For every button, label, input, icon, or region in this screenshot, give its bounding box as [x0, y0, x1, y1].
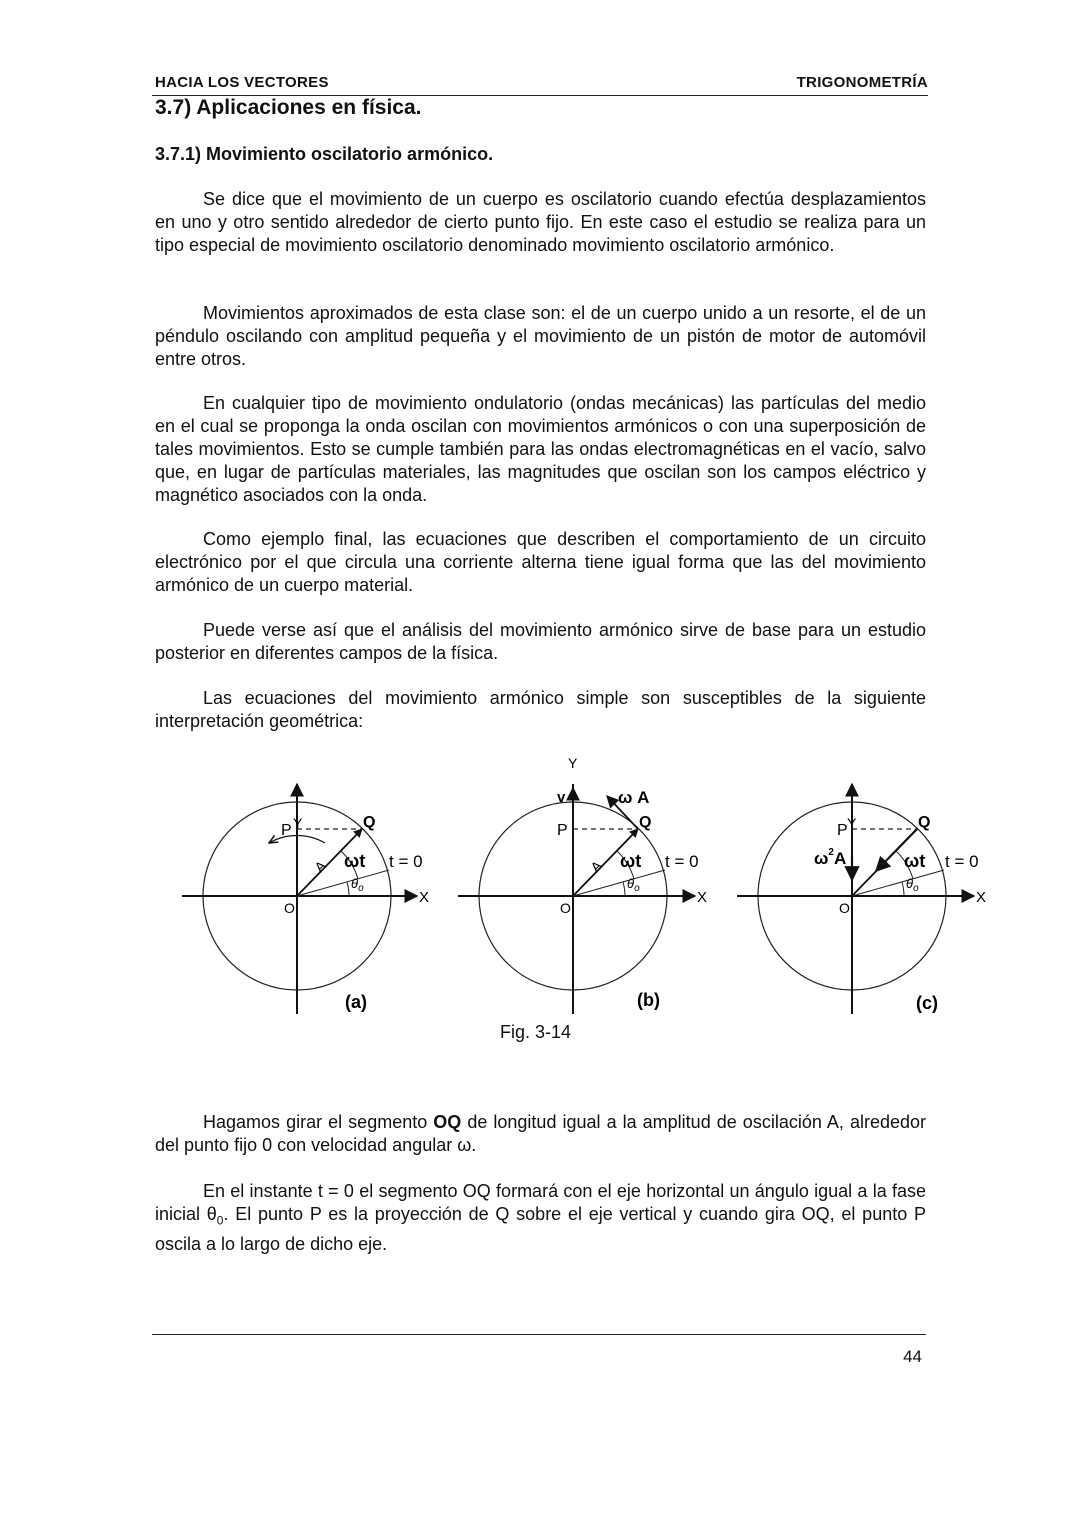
paragraph-3: En cualquier tipo de movimiento ondulatorio (ondas mecánicas) las partículas del medio en el cual se proponga la onda oscilan con movimientos armónicos o con una superposición de tales movimientos. Esto se cumple también para las ondas electromagnéticas en el vacío, salvo que, en lugar de partículas materiales, las magnitudes que oscilan son los campos eléctrico y magnético asociados con la onda. — [155, 393, 926, 505]
p-label: P — [837, 822, 848, 839]
amplitude-label: A — [587, 857, 606, 876]
t0-label: t = 0 — [945, 852, 979, 871]
section-title: 3.7) Aplicaciones en física. — [155, 96, 422, 119]
q-label: Q — [639, 814, 652, 831]
q-label: Q — [363, 814, 376, 831]
x-axis-label: X — [419, 889, 430, 906]
paragraph-6: Las ecuaciones del movimiento armónico simple son susceptibles de la siguiente interpretación geométrica: — [155, 688, 926, 731]
theta-arc — [623, 882, 625, 896]
theta-label: $\theta_o$ — [906, 876, 919, 894]
t0-label: t = 0 — [389, 852, 423, 871]
q-label: Q — [918, 814, 931, 831]
x-axis-label: X — [976, 889, 987, 906]
panel-b-label: (b) — [637, 990, 660, 1010]
wa-label: ω A — [618, 788, 650, 807]
page-number: 44 — [903, 1347, 922, 1366]
paragraph-7: Hagamos girar el segmento OQ de longitud igual a la amplitud de oscilación A, alrededor del punto fijo 0 con velocidad angular ω. — [155, 1112, 926, 1155]
origin-label: O — [560, 900, 571, 916]
wt-label: ωt — [344, 851, 366, 871]
w2a-label: $\omega^2A$ — [814, 847, 847, 868]
origin-label: O — [284, 900, 295, 916]
theta-arc — [902, 882, 904, 896]
running-header-left: HACIA LOS VECTORES — [155, 74, 329, 91]
y-axis-label: Y — [568, 755, 578, 771]
panel-a-label: (a) — [345, 992, 367, 1012]
theta-label: $\theta_o$ — [627, 876, 640, 894]
origin-label: O — [839, 900, 850, 916]
p-label: P — [281, 822, 292, 839]
t0-label: t = 0 — [665, 852, 699, 871]
theta-label: $\theta_o$ — [351, 876, 364, 894]
panel-a — [182, 784, 429, 1014]
paragraph-1: Se dice que el movimiento de un cuerpo es oscilatorio cuando efectúa desplazamientos en uno y otro sentido alrededor de cierto punto fijo. En este caso el estudio se realiza para un tipo especial de movimiento oscilatorio denominado movimiento oscilatorio armónico. — [155, 189, 926, 255]
wt-label: ωt — [904, 851, 926, 871]
amplitude-label: A — [311, 857, 330, 876]
x-axis-label: X — [697, 889, 708, 906]
wt-label: ωt — [620, 851, 642, 871]
panel-c-label: (c) — [916, 993, 938, 1013]
subsection-title: 3.7.1) Movimiento oscilatorio armónico. — [155, 144, 494, 164]
p-label: P — [557, 822, 568, 839]
running-header-right: TRIGONOMETRÍA — [796, 74, 928, 91]
paragraph-4: Como ejemplo final, las ecuaciones que describen el comportamiento de un circuito electrónico por el que circula una corriente alterna tiene igual forma que las del movimiento armónico de un cuerpo material. — [155, 529, 926, 595]
panel-c — [737, 784, 986, 1014]
figure-caption: Fig. 3-14 — [500, 1022, 572, 1042]
y-axis-label: Y — [847, 815, 857, 831]
v-label: v — [557, 789, 566, 806]
figure-phasor-diagrams — [0, 750, 1080, 1030]
theta-arc — [347, 882, 349, 896]
footer-rule — [152, 1334, 926, 1335]
y-axis-label: Y — [293, 815, 303, 831]
panel-b — [458, 755, 707, 1014]
paragraph-2: Movimientos aproximados de esta clase son: el de un cuerpo unido a un resorte, el de un péndulo oscilando con amplitud pequeña y el movimiento de un pistón de motor de automóvil entre otros. — [155, 303, 926, 369]
paragraph-5: Puede verse así que el análisis del movimiento armónico sirve de base para un estudio posterior en diferentes campos de la física. — [155, 620, 926, 663]
paragraph-8: En el instante t = 0 el segmento OQ formará con el eje horizontal un ángulo igual a la fase inicial $\theta_0$. El punto P es la proyección de Q sobre el eje vertical y cuando gira OQ, el punto P oscila a lo largo de dicho eje. — [155, 1181, 926, 1254]
